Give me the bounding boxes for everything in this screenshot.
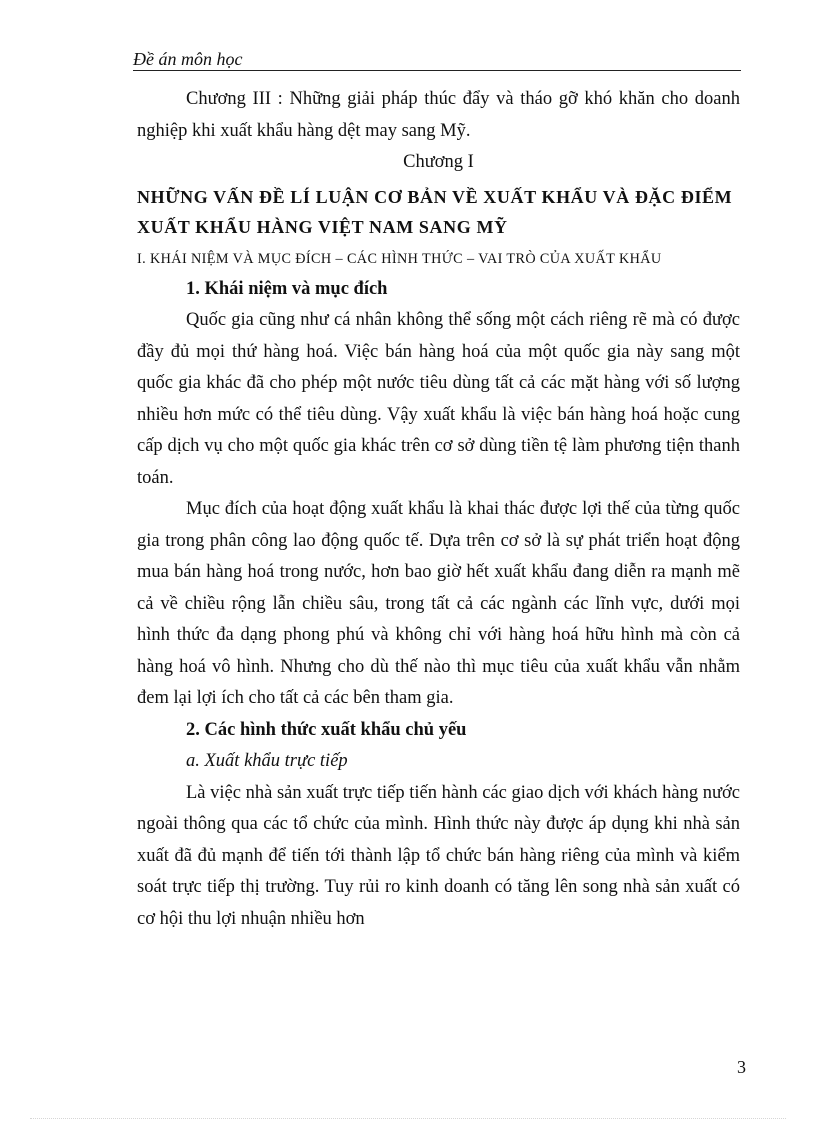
page-body xyxy=(137,84,740,935)
subsection-heading-2a: a. Xuất khẩu trực tiếp xyxy=(186,751,348,771)
paragraph-purpose: Mục đích của hoạt động xuất khẩu là khai thác được lợi thế của từng quốc gia trong phân công lao động quốc tế. Dựa trên cơ sở là sự phát triển hoạt động mua bán hàng hoá trong nước, hơn bao giờ hết xuất khẩu đang diễn ra mạnh mẽ cả về chiều rộng lẫn chiều sâu, trong tất cả các ngành các lĩnh vực, dưới mọi hình thức đa dạng phong phú và không chỉ với hàng hoá hữu hình mà còn cả hàng hoá vô hình. Nhưng cho dù thế nào thì mục tiêu của xuất khẩu vẫn nhằm đem lại lợi ích cho tất cả các bên tham gia. xyxy=(137,499,740,708)
chapter-title: NHỮNG VẤN ĐỀ LÍ LUẬN CƠ BẢN VỀ XUẤT KHẨU VÀ ĐẶC ĐIỂM XUẤT KHẨU HÀNG VIỆT NAM SANG MỸ xyxy=(137,186,733,237)
section-title: I. KHÁI NIỆM VÀ MỤC ĐÍCH – CÁC HÌNH THỨC – VAI TRÒ CỦA XUẤT KHẨU xyxy=(137,250,662,267)
subsection-heading-2: 2. Các hình thức xuất khẩu chủ yếu xyxy=(186,719,467,740)
chapter-label: Chương I xyxy=(403,152,474,172)
page-header: Đề án môn học xyxy=(133,48,741,71)
chapter3-intro-paragraph: Chương III : Những giải pháp thúc đẩy và tháo gỡ khó khăn cho doanh nghiệp khi xuất khẩu hàng dệt may sang Mỹ. xyxy=(137,89,740,141)
paragraph-direct-export: Là việc nhà sản xuất trực tiếp tiến hành các giao dịch với khách hàng nước ngoài thông qua các tổ chức của mình. Hình thức này được áp dụng khi nhà sản xuất đã đủ mạnh để tiến tới thành lập tổ chức bán hàng riêng của mình và kiểm soát trực tiếp thị trường. Tuy rủi ro kinh doanh có tăng lên song nhà sản xuất có cơ hội thu lợi nhuận nhiều hơn xyxy=(137,782,740,929)
page-number: 3 xyxy=(737,1057,746,1077)
subsection-heading-1: 1. Khái niệm và mục đích xyxy=(186,278,388,299)
page-bottom-divider xyxy=(30,1118,786,1119)
paragraph-definition: Quốc gia cũng như cá nhân không thể sống một cách riêng rẽ mà có được đầy đủ mọi thứ hàng hoá. Việc bán hàng hoá của một quốc gia này sang một quốc gia khác đã cho phép một nước tiêu dùng tất cả các mặt hàng với số lượng nhiều hơn mức có thể tiêu dùng. Vậy xuất khẩu là việc bán hàng hoá hoặc cung cấp dịch vụ cho một quốc gia khác trên cơ sở dùng tiền tệ làm phương tiện thanh toán. xyxy=(137,310,740,488)
